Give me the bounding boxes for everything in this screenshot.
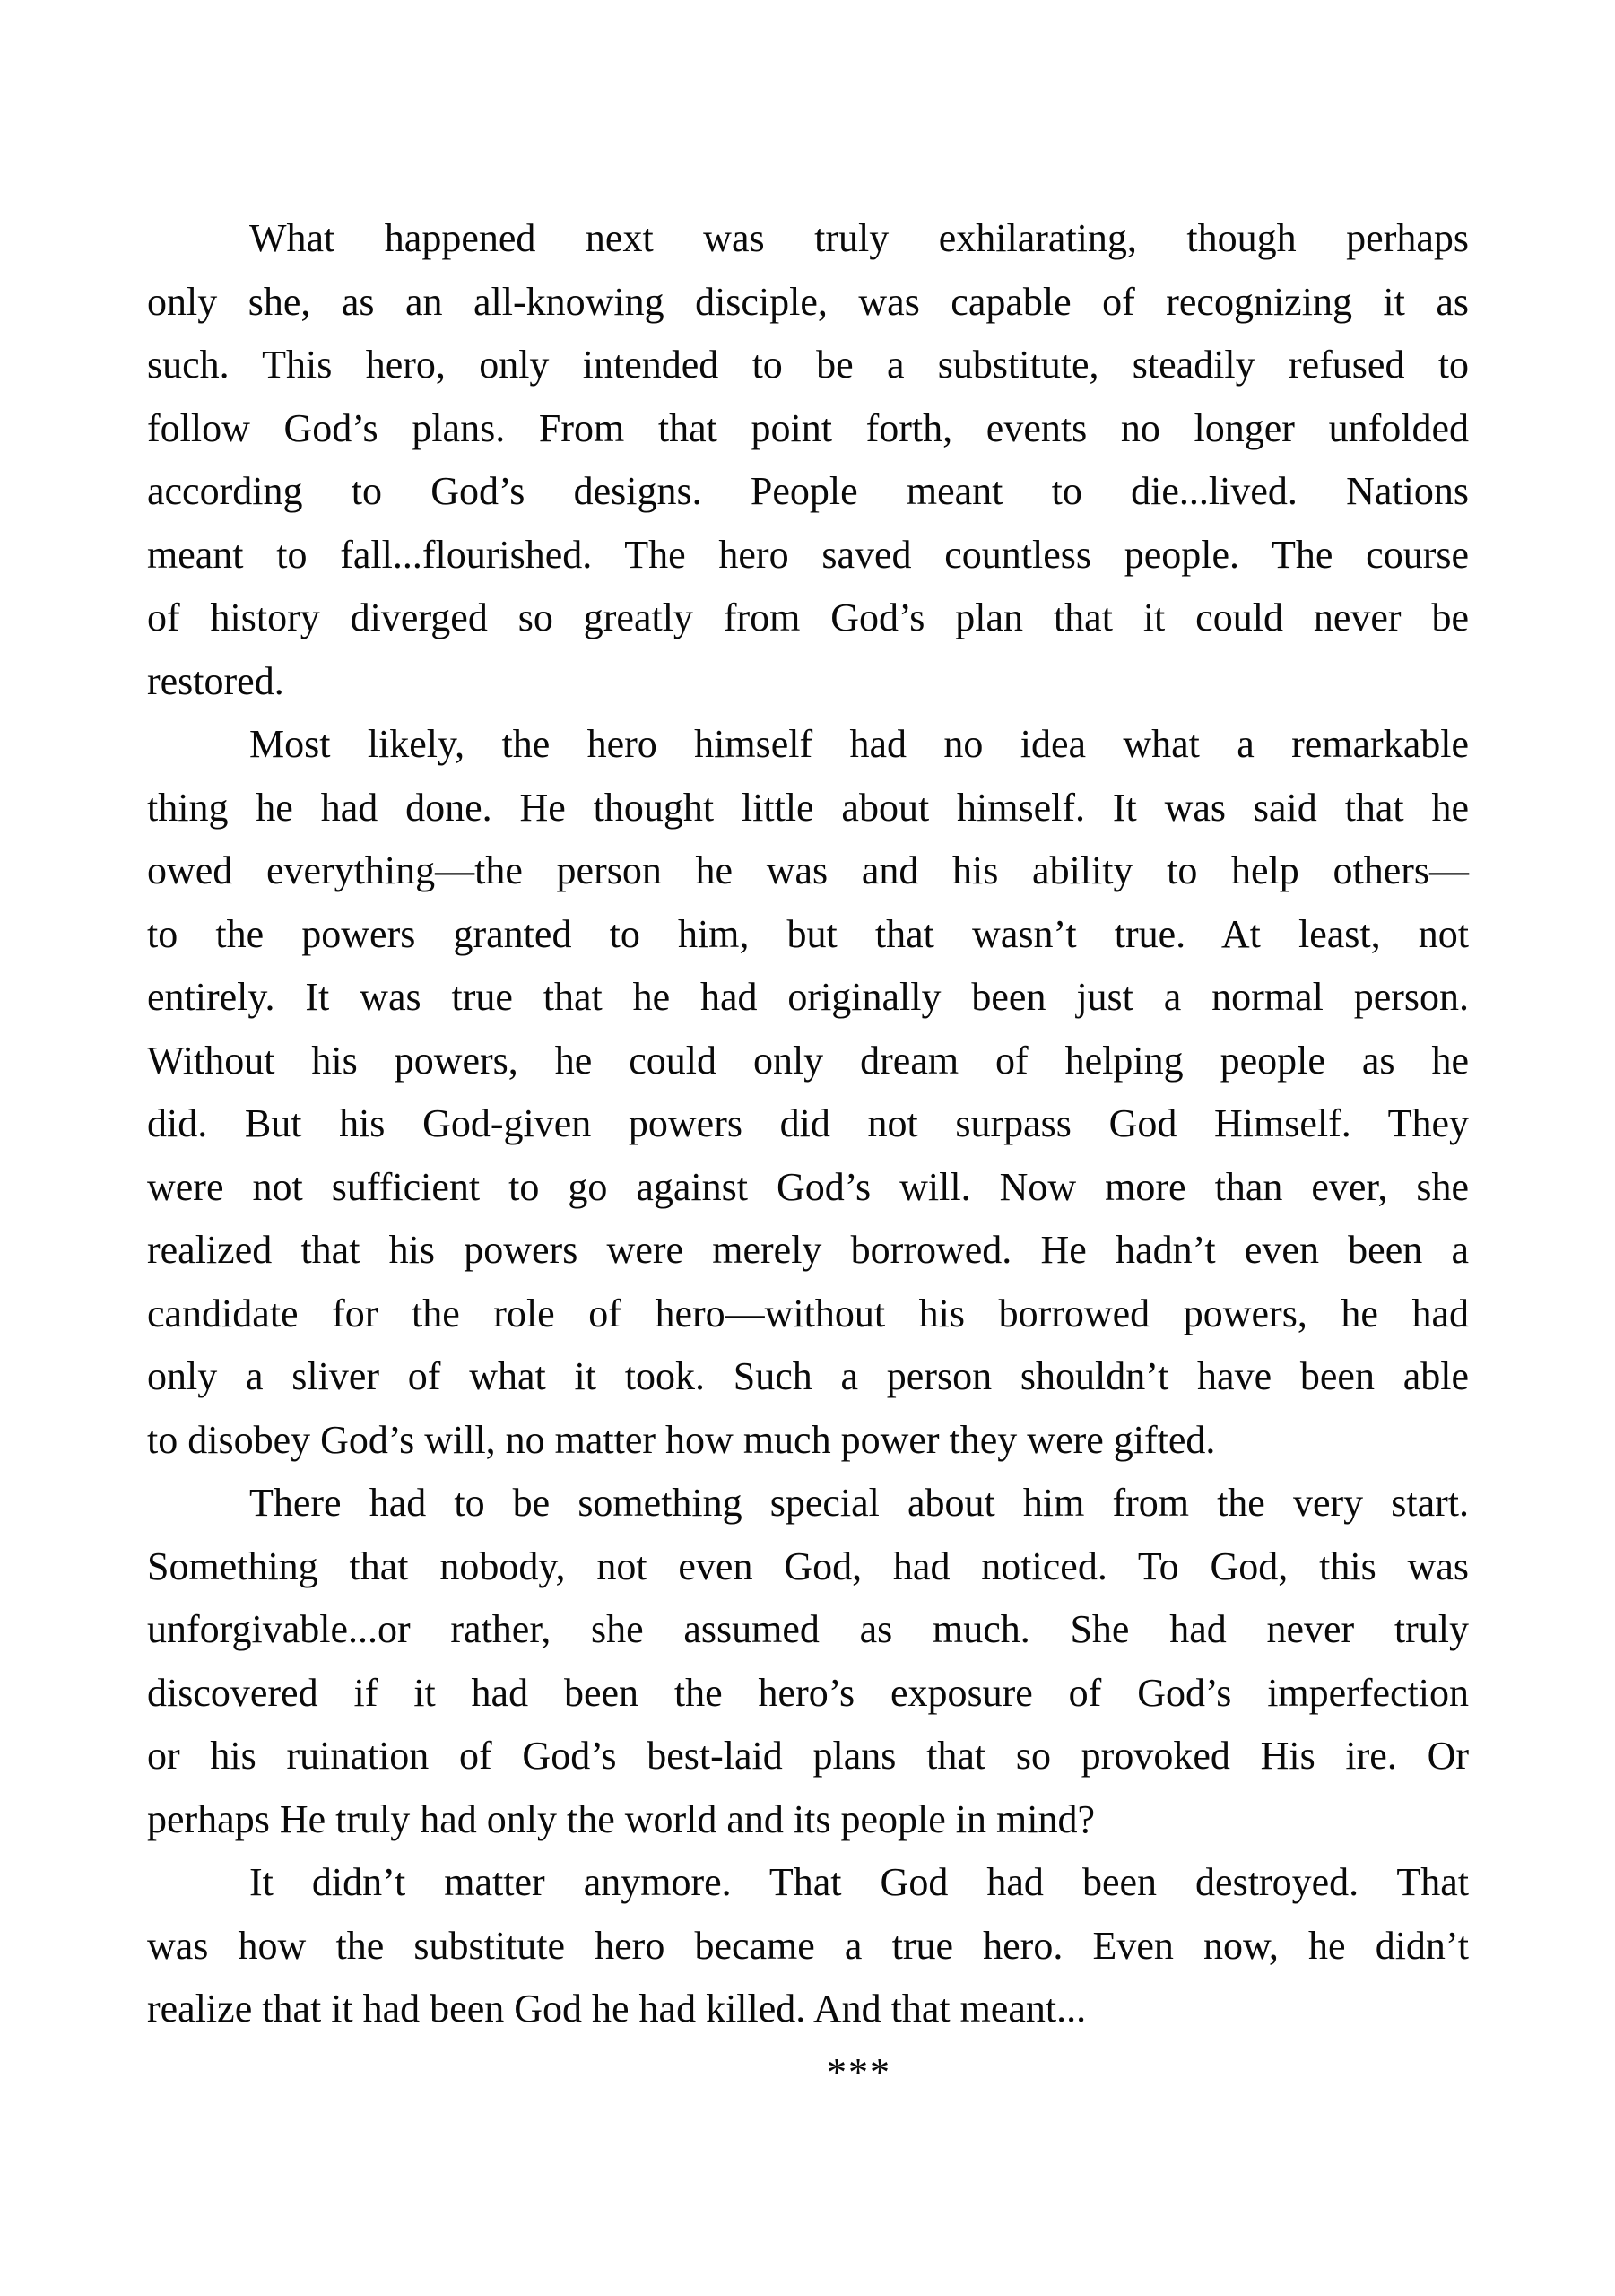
text-line: of history diverged so greatly from God’s plan that it could never be xyxy=(147,596,1469,639)
text-line: such. This hero, only intended to be a substitute, steadily refused to xyxy=(147,343,1469,387)
text-line: only she, as an all-knowing disciple, was capable of recognizing it as xyxy=(147,279,1469,324)
text-column xyxy=(147,207,1469,2104)
text-line: Most likely, the hero himself had no idea what a remarkable xyxy=(249,722,1469,766)
text-line: unforgivable...or rather, she assumed as much. She had never truly xyxy=(147,1607,1469,1651)
text-line: only a sliver of what it took. Such a person shouldn’t have been able xyxy=(147,1354,1469,1398)
text-line: There had to be something special about him from the very start. xyxy=(249,1481,1469,1525)
text-line: according to God’s designs. People meant to die...lived. Nations xyxy=(147,469,1469,513)
text-line: was how the substitute hero became a true hero. Even now, he didn’t xyxy=(147,1923,1469,1968)
text-line: or his ruination of God’s best-laid plans that so provoked His ire. Or xyxy=(147,1734,1469,1778)
paragraph xyxy=(147,207,1469,713)
paragraph xyxy=(147,1851,1469,2041)
text-line: were not sufficient to go against God’s will. Now more than ever, she xyxy=(147,1164,1469,1209)
text-line: realize that it had been God he had killed. And that meant... xyxy=(147,1987,1087,2031)
text-line: Without his powers, he could only dream of helping people as he xyxy=(147,1038,1469,1083)
paragraph xyxy=(147,713,1469,1472)
text-line: candidate for the role of hero—without his borrowed powers, he had xyxy=(147,1291,1469,1335)
text-line: owed everything—the person he was and his ability to help others— xyxy=(147,848,1469,892)
text-line: thing he had done. He thought little about himself. It was said that he xyxy=(147,785,1469,830)
text-line: follow God’s plans. From that point forth, events no longer unfolded xyxy=(147,405,1469,450)
text-line: What happened next was truly exhilarating, though perhaps xyxy=(249,216,1469,260)
text-line: entirely. It was true that he had originally been just a normal person. xyxy=(147,975,1469,1019)
text-line: discovered if it had been the hero’s exposure of God’s imperfection xyxy=(147,1670,1469,1715)
text-line: Something that nobody, not even God, had noticed. To God, this was xyxy=(147,1544,1469,1588)
text-line: to the powers granted to him, but that wasn’t true. At least, not xyxy=(147,911,1469,956)
paragraph xyxy=(147,1472,1469,1851)
text-line: perhaps He truly had only the world and its people in mind? xyxy=(147,1796,1095,1841)
text-line: realized that his powers were merely borrowed. He hadn’t even been a xyxy=(147,1228,1469,1272)
text-line: did. But his God-given powers did not surpass God Himself. They xyxy=(147,1101,1469,1145)
text-line: restored. xyxy=(147,658,284,703)
text-line: It didn’t matter anymore. That God had been destroyed. That xyxy=(249,1860,1469,1904)
text-line: meant to fall...flourished. The hero saved countless people. The course xyxy=(147,532,1469,577)
text-line: to disobey God’s will, no matter how much power they were gifted. xyxy=(147,1417,1216,1462)
section-divider: *** xyxy=(827,2049,891,2094)
